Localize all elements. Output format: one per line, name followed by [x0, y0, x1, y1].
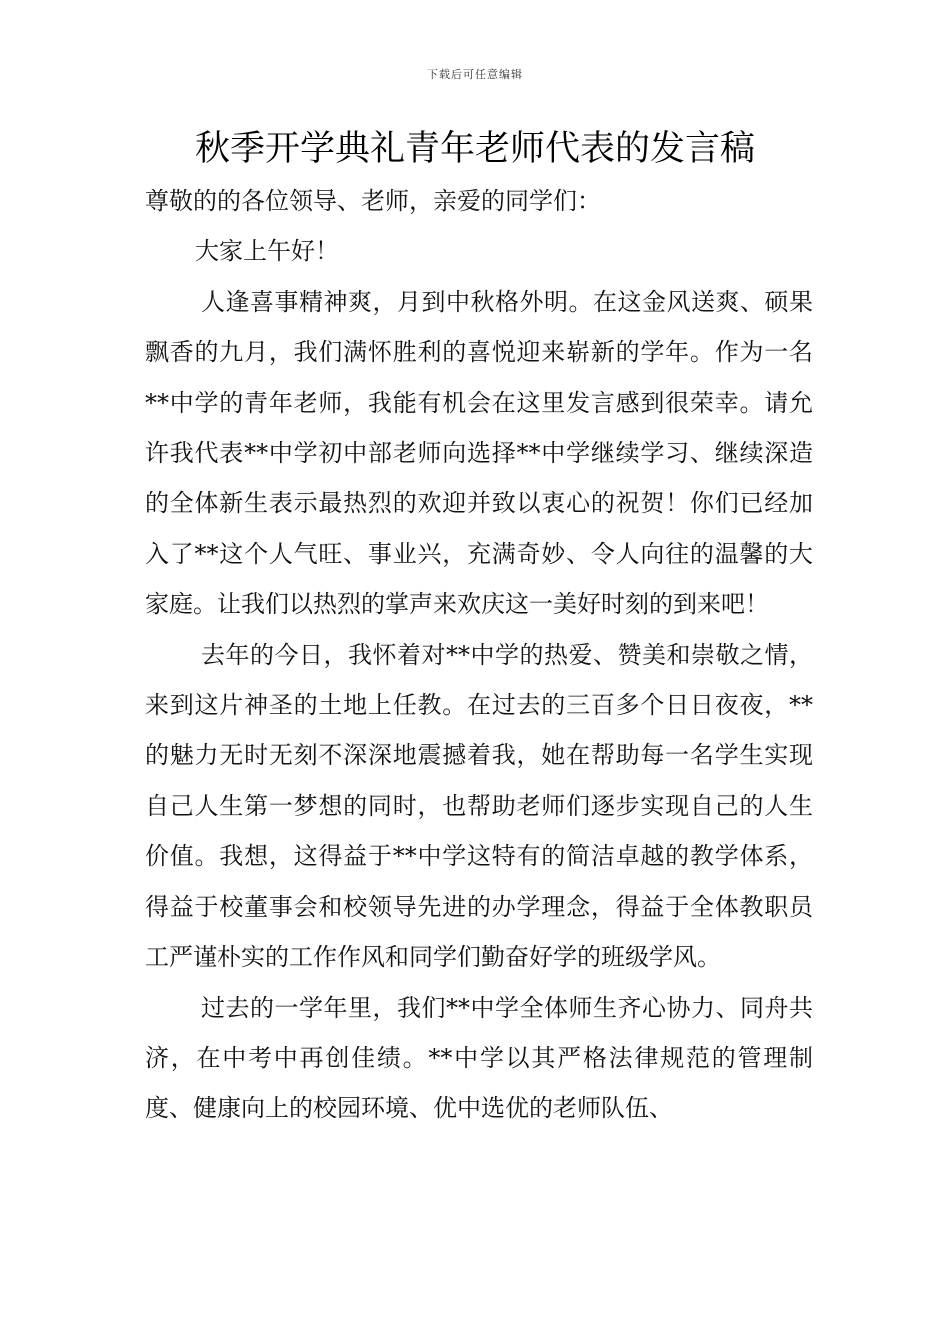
- greeting: 大家上午好！: [195, 237, 339, 266]
- document-body: [145, 176, 813, 1134]
- paragraph-2: 去年的今日，我怀着对**中学的热爱、赞美和崇敬之情，来到这片神圣的土地上任教。在过去的三百多个日日夜夜，**的魅力无时无刻不深深地震撼着我，她在帮助每一名学生实现自己人生第一梦想的同时，也帮助老师们逐步实现自己的人生价值。我想，这得益于**中学这特有的简洁卓越的教学体系，得益于校董事会和校领导先进的办学理念，得益于全体教职员工严谨朴实的工作作风和同学们勤奋好学的班级学风。: [145, 640, 813, 972]
- header-note: 下载后可任意编辑: [427, 68, 523, 81]
- paragraph-1: 人逢喜事精神爽，月到中秋格外明。在这金风送爽、硕果飘香的九月，我们满怀胜利的喜悦迎来崭新的学年。作为一名**中学的青年老师，我能有机会在这里发言感到很荣幸。请允许我代表**中学初中部老师向选择**中学继续学习、继续深造的全体新生表示最热烈的欢迎并致以衷心的祝贺！你们已经加入了**这个人气旺、事业兴，充满奇妙、令人向往的温馨的大家庭。让我们以热烈的掌声来欢庆这一美好时刻的到来吧！: [145, 287, 813, 619]
- document-title: 秋季开学典礼青年老师代表的发言稿: [194, 129, 755, 169]
- salutation: 尊敬的的各位领导、老师，亲爱的同学们：: [145, 187, 601, 215]
- paragraph-3: 过去的一学年里，我们**中学全体师生齐心协力、同舟共济，在中考中再创佳绩。**中学以其严格法律规范的管理制度、健康向上的校园环境、优中选优的老师队伍、: [145, 993, 813, 1123]
